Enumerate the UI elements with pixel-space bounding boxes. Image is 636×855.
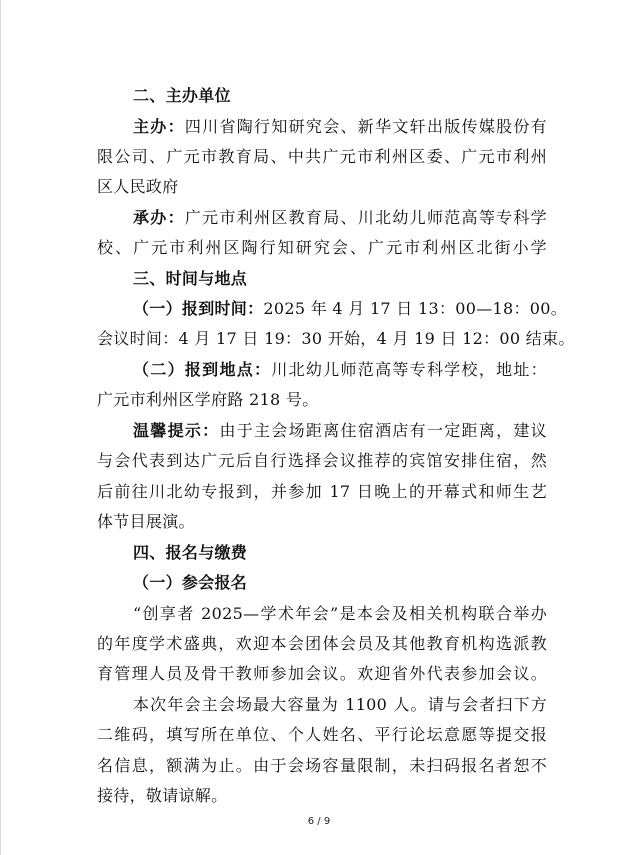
host-line-1 [133,117,547,137]
host-text-1: 四川省陶行知研究会、新华文轩出版传媒股份有 [184,117,547,136]
paragraph-1-line-2: 的年度学术盛典，欢迎本会团体会员及其他教育机构选派教 [97,634,547,653]
paragraph-2-line-4: 接待，敬请谅解。 [97,786,228,805]
section-heading-registration-fees: 四、报名与缴费 [133,543,248,562]
registration-time-label: （一）报到时间： [133,299,264,318]
page-number: 6 / 9 [307,816,331,827]
registration-time-line [133,299,583,319]
address-line: 广元市利州区学府路 218 号。 [97,390,319,409]
organizer-label: 承办： [133,208,185,227]
organizer-line-1 [133,208,547,228]
meeting-time-line: 会议时间：4 月 17 日 19：30 开始，4 月 19 日 12：00 结束。 [97,329,575,348]
paragraph-2-line-1: 本次年会主会场最大容量为 1100 人。请与会者扫下方 [133,695,547,714]
tip-line-4: 体节目展演。 [97,512,195,531]
organizer-line-2: 校、广元市利州区陶行知研究会、广元市利州区北街小学 [97,238,547,257]
section-heading-time-place: 三、时间与地点 [133,269,248,288]
host-label: 主办： [133,117,185,136]
paragraph-1-line-3: 育管理人员及骨干教师参加会议。欢迎省外代表参加会议。 [97,664,547,683]
tip-line-1 [133,421,547,441]
paragraph-2-line-2: 二维码，填写所在单位、个人姓名、平行论坛意愿等提交报 [97,725,547,744]
subsection-heading-registration: （一）参会报名 [133,573,248,592]
tip-line-2: 与会代表到达广元后自行选择会议推荐的宾馆安排住宿，然 [97,451,547,470]
paragraph-1-line-1: “创享者 2025—学术年会”是本会及相关机构联合举办 [133,604,547,623]
host-line-3: 区人民政府 [97,177,179,196]
registration-time-value: 2025 年 4 月 17 日 13：00—18：00。 [263,299,568,318]
registration-place-value: 川北幼儿师范高等专科学校，地址： [271,360,547,379]
host-line-2: 限公司、广元市教育局、中共广元市利州区委、广元市利州 [97,147,547,166]
registration-place-label: （二）报到地点： [133,360,272,379]
section-heading-organizers: 二、主办单位 [133,86,231,105]
tip-line-3: 后前往川北幼专报到，并参加 17 日晚上的开幕式和师生艺 [97,482,547,501]
registration-place-line [133,360,547,380]
organizer-text-1: 广元市利州区教育局、川北幼儿师范高等专科学 [184,208,547,227]
paragraph-2-line-3: 名信息，额满为止。由于会场容量限制，未扫码报名者恕不 [97,756,547,775]
tip-text-1: 由于主会场距离住宿酒店有一定距离，建议 [219,421,547,440]
tip-label: 温馨提示： [133,421,220,440]
